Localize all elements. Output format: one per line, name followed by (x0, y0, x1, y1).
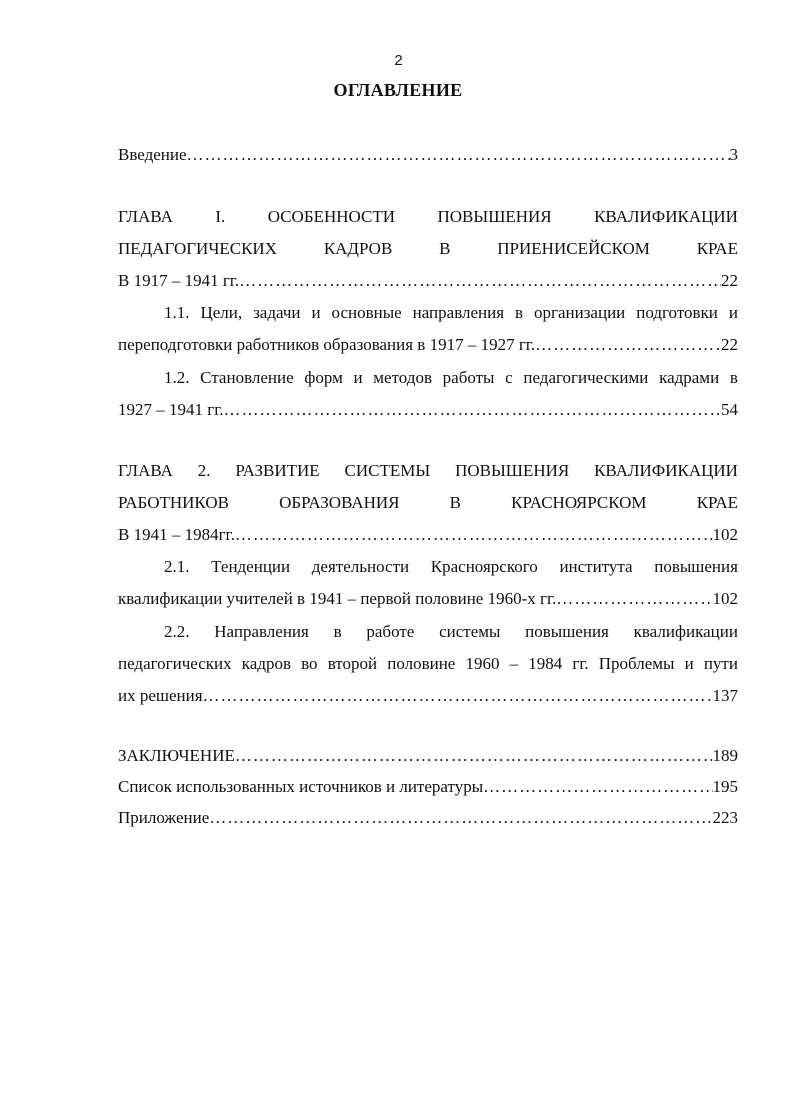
dot-leader (187, 144, 730, 166)
word: системы (439, 622, 501, 641)
toc-entry-text: В 1941 – 1984гг. (118, 525, 235, 544)
toc-page-number: 137 (712, 686, 738, 705)
word: гг. (572, 654, 589, 673)
toc-entry-text: Введение (118, 145, 187, 164)
toc-section-1-1-line-1[interactable] (118, 302, 738, 324)
word: ПОВЫШЕНИЯ (437, 207, 552, 226)
word: В (439, 239, 451, 258)
word: работе (366, 622, 415, 641)
word: половине (387, 654, 456, 673)
word: КРАЕ (696, 493, 738, 512)
word: направления (412, 303, 505, 322)
word: кадров (241, 654, 292, 673)
toc-chapter-2-line-2[interactable] (118, 492, 738, 514)
word: I. (215, 207, 226, 226)
word: института (559, 557, 633, 576)
word: ГЛАВА (118, 207, 173, 226)
page-number: 2 (394, 52, 403, 69)
word: в (729, 368, 738, 387)
word: и (311, 303, 321, 322)
dot-leader (239, 270, 721, 292)
word: в (515, 303, 524, 322)
word: КВАЛИФИКАЦИИ (594, 461, 738, 480)
dot-leader (235, 524, 713, 546)
word: подготовки (636, 303, 718, 322)
word: повышения (525, 622, 609, 641)
toc-section-2-2-line-3[interactable] (118, 685, 738, 707)
word: КВАЛИФИКАЦИИ (594, 207, 738, 226)
dot-leader (535, 334, 721, 356)
dot-leader (209, 807, 712, 829)
word: педагогическими (523, 368, 649, 387)
word: 1960 (465, 654, 500, 673)
word: 2.2. (164, 622, 190, 641)
word: ПРИЕНИСЕЙСКОМ (497, 239, 650, 258)
word: ПЕДАГОГИЧЕСКИХ (118, 239, 277, 258)
word: КРАСНОЯРСКОМ (511, 493, 647, 512)
toc-entry-text: 1927 – 1941 гг. (118, 400, 224, 419)
toc-title: ОГЛАВЛЕНИЕ (333, 80, 463, 100)
word: Цели, (200, 303, 243, 322)
word: СИСТЕМЫ (344, 461, 431, 480)
toc-page-number: 195 (712, 777, 738, 796)
word: в (333, 622, 342, 641)
word: педагогических (118, 654, 232, 673)
dot-leader (556, 588, 712, 610)
word: основные (331, 303, 402, 322)
word: во (301, 654, 318, 673)
word: форм (304, 368, 343, 387)
toc-section-2-2-line-1[interactable] (118, 621, 738, 643)
word: деятельности (311, 557, 410, 576)
dot-leader (224, 399, 721, 421)
toc-chapter-1-line-1[interactable] (118, 206, 738, 228)
word: второй (327, 654, 378, 673)
word: РАЗВИТИЕ (235, 461, 320, 480)
dot-leader (203, 685, 713, 707)
toc-section-1-2-line-1[interactable] (118, 367, 738, 389)
toc-entry-text: их решения (118, 686, 203, 705)
toc-page-number: 189 (712, 746, 738, 765)
word: и (684, 654, 694, 673)
word: ГЛАВА (118, 461, 173, 480)
word: работы (442, 368, 495, 387)
toc-page-number: 54 (721, 400, 738, 419)
word: кадрами (659, 368, 720, 387)
toc-entry-text: квалификации учителей в 1941 – первой половине 1960-х гг. (118, 589, 557, 608)
word: ОБРАЗОВАНИЯ (279, 493, 400, 512)
toc-section-1-1-line-2[interactable] (118, 334, 738, 356)
word: 1.1. (164, 303, 190, 322)
toc-entry-intro[interactable] (118, 144, 738, 166)
toc-chapter-1-line-2[interactable] (118, 238, 738, 260)
toc-entry-sources[interactable] (118, 776, 738, 798)
toc-chapter-2-line-3[interactable] (118, 524, 738, 546)
word: 1984 (528, 654, 563, 673)
word: и (728, 303, 738, 322)
word: ОСОБЕННОСТИ (267, 207, 396, 226)
word: Красноярского (430, 557, 538, 576)
word: 2. (197, 461, 211, 480)
toc-entry-text: Список использованных источников и литературы (118, 777, 484, 796)
word: Становление (200, 368, 294, 387)
word: и (353, 368, 363, 387)
word: квалификации (633, 622, 738, 641)
word: Тенденции (211, 557, 291, 576)
toc-page-number: 3 (729, 145, 738, 164)
dot-leader (235, 745, 713, 767)
word: В (449, 493, 462, 512)
toc-page-number: 102 (712, 589, 738, 608)
word: пути (703, 654, 738, 673)
word: КРАЕ (696, 239, 738, 258)
word: организации (534, 303, 626, 322)
word: Направления (214, 622, 309, 641)
word: – (509, 654, 519, 673)
toc-entry-conclusion[interactable] (118, 745, 738, 767)
word: 2.1. (164, 557, 190, 576)
toc-entry-text: переподготовки работников образования в 1917 – 1927 гг. (118, 335, 536, 354)
toc-entry-text: Приложение (118, 808, 210, 827)
word: методов (373, 368, 432, 387)
toc-entry-text: ЗАКЛЮЧЕНИЕ (118, 746, 235, 765)
word: с (505, 368, 513, 387)
word: ПОВЫШЕНИЯ (455, 461, 570, 480)
toc-section-2-1-line-2[interactable] (118, 588, 738, 610)
toc-section-2-1-line-1[interactable] (118, 556, 738, 578)
word: задачи (253, 303, 301, 322)
toc-entry-text: В 1917 – 1941 гг. (118, 271, 240, 290)
toc-page-number: 223 (712, 808, 738, 827)
toc-chapter-1-line-3[interactable] (118, 270, 738, 292)
toc-section-2-2-line-2[interactable] (118, 653, 738, 675)
toc-page-number: 102 (712, 525, 738, 544)
toc-page-number: 22 (721, 335, 738, 354)
toc-entry-appendix[interactable] (118, 807, 738, 829)
toc-page-number: 22 (721, 271, 738, 290)
word: КАДРОВ (323, 239, 393, 258)
word: повышения (654, 557, 738, 576)
word: РАБОТНИКОВ (118, 493, 229, 512)
word: Проблемы (598, 654, 675, 673)
dot-leader (483, 776, 712, 798)
toc-section-1-2-line-2[interactable] (118, 399, 738, 421)
toc-chapter-2-line-1[interactable] (118, 460, 738, 482)
word: 1.2. (164, 368, 190, 387)
